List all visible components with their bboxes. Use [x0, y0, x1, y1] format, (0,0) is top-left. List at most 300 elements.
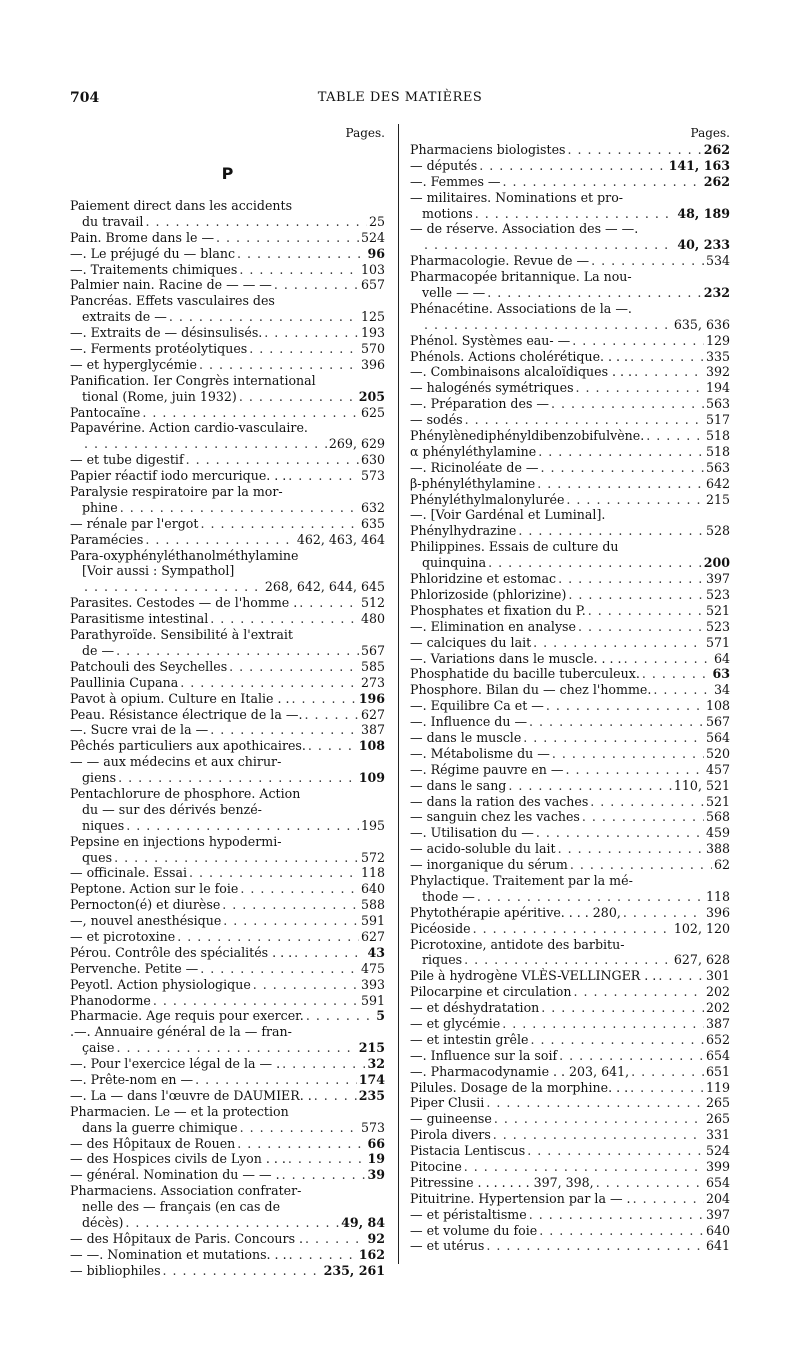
entry-text: Paralysie respiratoire par la mor- — [70, 484, 283, 500]
page-header — [70, 90, 730, 110]
entry-text: β-phényléthylamine — [410, 475, 536, 491]
index-entry — [410, 1143, 730, 1159]
index-entry — [70, 834, 385, 850]
page-ref: 517 — [705, 412, 730, 428]
entry-text: Picrotoxine, antidote des barbitu- — [410, 936, 625, 952]
leader-dots — [523, 730, 704, 746]
leader-dots — [591, 253, 704, 269]
page-ref: 528 — [705, 523, 730, 539]
entry-text: Piper Clusii — [410, 1095, 485, 1111]
leader-dots — [623, 905, 704, 921]
running-title: TABLE DES MATIÈRES — [317, 90, 483, 105]
index-entry — [70, 325, 385, 341]
leader-dots — [486, 1095, 704, 1111]
page-ref: 480 — [360, 611, 385, 627]
page-ref: 108 — [358, 738, 385, 754]
index-column-right — [410, 124, 730, 1254]
index-entry — [70, 659, 385, 675]
index-entry — [70, 420, 385, 436]
entry-text: Phénol. Systèmes eau- — — [410, 332, 571, 348]
page-ref: 591 — [360, 992, 385, 1008]
index-entry — [70, 1120, 385, 1136]
entry-text: Pharmacopée britannique. La nou- — [410, 269, 632, 285]
index-entry — [410, 285, 730, 301]
page-ref: 392 — [705, 364, 730, 380]
leader-dots — [314, 1088, 357, 1104]
page-ref: 640 — [360, 881, 385, 897]
index-entry — [70, 754, 385, 770]
leader-dots — [658, 968, 704, 984]
index-entry — [70, 1056, 385, 1072]
leader-dots — [518, 523, 704, 539]
index-entry — [70, 897, 385, 913]
index-entry — [70, 1151, 385, 1167]
page-ref: 567 — [705, 714, 730, 730]
entry-text: Peptone. Action sur le foie — [70, 881, 239, 897]
page-ref: 657 — [360, 277, 385, 293]
index-entry — [70, 309, 385, 325]
entry-text: Philippines. Essais de culture du — [410, 539, 619, 555]
index-entry — [410, 762, 730, 778]
page-ref: 5 — [376, 1008, 385, 1024]
index-entry — [70, 818, 385, 834]
leader-dots — [552, 746, 704, 762]
leader-dots — [537, 476, 704, 492]
page-ref: 563 — [705, 396, 730, 412]
page-ref: 66 — [367, 1135, 385, 1151]
entry-text: —. Utilisation du — — [410, 825, 534, 841]
leader-dots — [479, 158, 666, 174]
page-ref: 524 — [360, 229, 385, 245]
page-ref: 641 — [705, 1238, 730, 1254]
page-ref: 573 — [360, 468, 385, 484]
entry-text: Pitocine — [410, 1159, 462, 1174]
leader-dots — [305, 1231, 365, 1247]
index-entry — [70, 262, 385, 278]
entry-text: Pantocaïne — [70, 404, 141, 420]
leader-dots — [464, 1159, 704, 1175]
index-entry — [70, 230, 385, 246]
page-ref: 572 — [360, 849, 385, 865]
page-ref: 174 — [358, 1071, 385, 1087]
page-ref: 520 — [705, 745, 730, 761]
index-entry — [410, 1111, 730, 1127]
page-ref: 204 — [705, 1190, 730, 1206]
index-entry — [410, 682, 730, 698]
index-entry — [70, 993, 385, 1009]
index-entry — [410, 1175, 730, 1191]
index-entry — [410, 873, 730, 889]
leader-dots — [464, 952, 672, 968]
index-entry — [410, 412, 730, 428]
index-entry — [70, 881, 385, 897]
entry-text: çaise — [82, 1040, 115, 1056]
column-divider — [398, 124, 399, 1264]
entry-text: Palmier nain. Racine de — — — — [70, 277, 272, 293]
entry-text: Pancréas. Effets vasculaires des — [70, 293, 275, 309]
entry-text: —. Influence du — — [410, 714, 528, 730]
entry-text: Pile à hydrogène VLÈS-VELLINGER . . — [410, 968, 657, 984]
entry-text: Papavérine. Action cardio-vasculaire. — [70, 420, 308, 436]
entry-text: de — — [82, 642, 115, 658]
entry-text: Phosphore. Bilan du — chez l'homme. — [410, 682, 652, 698]
index-entry — [70, 945, 385, 961]
page-ref: 141, 163 — [668, 157, 730, 173]
entry-text: Phényléthylmalonylurée — [410, 491, 565, 507]
index-entry — [70, 357, 385, 373]
index-entry — [70, 802, 385, 818]
page-ref: 92 — [367, 1230, 385, 1246]
entry-text: —. [Voir Gardénal et Luminal]. — [410, 507, 606, 523]
entry-text: — guineense — [410, 1111, 492, 1127]
index-entry — [70, 214, 385, 230]
page-ref: 273 — [360, 674, 385, 690]
index-entry — [410, 746, 730, 762]
index-entry — [70, 865, 385, 881]
leader-dots — [473, 921, 672, 937]
entry-text: —. Préparation des — — [410, 396, 550, 412]
entry-text: dans la guerre chimique — [82, 1119, 238, 1135]
entry-text: Parathyroïde. Sensibilité à l'extrait — [70, 627, 293, 643]
index-entry — [70, 770, 385, 786]
leader-dots — [189, 865, 359, 881]
index-entry — [70, 1247, 385, 1263]
page-ref: 129 — [705, 332, 730, 348]
index-entry — [70, 341, 385, 357]
page-ref: 573 — [360, 1119, 385, 1135]
leader-dots — [84, 579, 263, 595]
entry-text: velle — — — [422, 285, 486, 301]
index-entry — [70, 293, 385, 309]
index-entry — [70, 1072, 385, 1088]
index-entry — [70, 500, 385, 516]
entry-text: —. Femmes — — [410, 173, 501, 189]
page-ref: 215 — [358, 1040, 385, 1056]
leader-dots — [646, 428, 704, 444]
page-ref: 570 — [360, 341, 385, 357]
leader-dots — [477, 889, 704, 905]
entry-text: décès) — [82, 1215, 124, 1230]
page-ref: 652 — [705, 1031, 730, 1047]
leader-dots — [566, 492, 704, 508]
leader-dots — [145, 214, 367, 230]
index-entry — [70, 246, 385, 262]
leader-dots — [633, 1191, 704, 1207]
page-ref: 630 — [360, 452, 385, 468]
index-entry — [410, 1127, 730, 1143]
page-ref: 269, 629 — [328, 436, 385, 452]
entry-text: — acido-soluble du lait — [410, 841, 556, 857]
entry-text: — députés — [410, 157, 478, 173]
entry-text: — et péristaltisme — [410, 1206, 527, 1222]
index-entry — [410, 1000, 730, 1016]
leader-dots — [291, 691, 356, 707]
index-entry — [410, 778, 730, 794]
index-entry — [410, 571, 730, 587]
entry-text: — rénale par l'ergot — [70, 515, 199, 531]
page-ref: 19 — [367, 1151, 385, 1167]
page-number: 704 — [70, 90, 100, 106]
entry-text: —. Variations dans le muscle. . . . — [410, 650, 622, 666]
leader-dots — [630, 349, 704, 365]
page-ref: 523 — [705, 586, 730, 602]
leader-dots — [299, 595, 359, 611]
index-entry — [70, 977, 385, 993]
index-entry — [70, 405, 385, 421]
entry-text: Peau. Résistance électrique de la —. — [70, 706, 303, 722]
entry-text: — — aux médecins et aux chirur- — [70, 754, 282, 770]
entry-text: Phosphatide du bacille tuberculeux. — [410, 666, 640, 682]
leader-dots — [288, 468, 359, 484]
page-ref: 396 — [360, 356, 385, 372]
leader-dots — [180, 675, 359, 691]
index-entry — [70, 452, 385, 468]
leader-dots — [240, 881, 359, 897]
leader-dots — [210, 611, 359, 627]
leader-dots — [546, 698, 704, 714]
index-entry — [70, 1136, 385, 1152]
leader-dots — [145, 532, 295, 548]
page-ref: 262 — [703, 173, 730, 189]
page-ref: 625 — [360, 404, 385, 420]
index-entry — [410, 492, 730, 508]
leader-dots — [237, 1136, 365, 1152]
page-ref: 393 — [360, 976, 385, 992]
entry-text: — sodés — [410, 412, 463, 428]
page-ref: 585 — [360, 658, 385, 674]
index-entry — [70, 595, 385, 611]
page-ref: 196 — [358, 690, 385, 706]
entry-text: Pharmaciens. Association confrater- — [70, 1183, 302, 1199]
leader-dots — [142, 405, 359, 421]
entry-text: extraits de — — [82, 309, 167, 325]
leader-dots — [253, 977, 359, 993]
entry-text: —. Influence sur la soif — [410, 1047, 558, 1063]
index-column-left — [70, 124, 385, 1279]
page-ref: 640 — [705, 1222, 730, 1238]
entry-text: —. Sucre vrai de la — — [70, 722, 209, 738]
entry-text: —. Traitements chimiques — [70, 261, 238, 277]
leader-dots — [153, 993, 359, 1009]
leader-dots — [288, 1151, 366, 1167]
leader-dots — [229, 659, 359, 675]
page-ref: 301 — [705, 968, 730, 984]
index-entry — [70, 516, 385, 532]
index-entry — [410, 968, 730, 984]
entry-text: phine — [82, 499, 118, 515]
page-ref: 40, 233 — [677, 237, 730, 253]
index-entry — [70, 1040, 385, 1056]
index-entry — [410, 809, 730, 825]
index-entry — [70, 484, 385, 500]
index-entry — [410, 1016, 730, 1032]
index-entry — [410, 1095, 730, 1111]
leader-dots — [487, 285, 701, 301]
page-ref: 119 — [705, 1079, 730, 1095]
entry-text: riques — [422, 952, 463, 968]
entry-text: Pain. Brome dans le — — [70, 229, 215, 245]
entry-text: Paramécies — [70, 531, 144, 547]
leader-dots — [125, 1215, 339, 1231]
leader-dots — [596, 1175, 704, 1191]
entry-text: Pernocton(é) et diurèse — [70, 897, 221, 913]
page-ref: 48, 189 — [677, 205, 730, 221]
entry-text: —. Elimination en analyse — [410, 618, 576, 634]
index-entry — [410, 952, 730, 968]
leader-dots — [424, 237, 675, 253]
index-entry — [410, 301, 730, 317]
entry-text: Para-oxyphényléthanolméthylamine — [70, 547, 299, 563]
entry-text: — bibliophiles — [70, 1262, 161, 1278]
page-ref: 524 — [705, 1143, 730, 1159]
index-entry — [70, 786, 385, 802]
index-entry — [410, 206, 730, 222]
index-entry — [410, 1048, 730, 1064]
leader-dots — [223, 913, 359, 929]
page-ref: 457 — [705, 761, 730, 777]
entry-text: niques — [82, 817, 125, 833]
leader-dots — [494, 1111, 704, 1127]
index-entry — [70, 1008, 385, 1024]
pages-label: Pages. — [690, 126, 730, 140]
leader-dots — [503, 174, 702, 190]
index-entry — [70, 1088, 385, 1104]
index-entry — [410, 317, 730, 333]
index-entry — [70, 691, 385, 707]
page-ref: 64 — [713, 650, 730, 666]
page-ref: 518 — [705, 428, 730, 444]
index-entry — [410, 1032, 730, 1048]
entry-text: quinquina — [422, 555, 487, 571]
index-entry — [70, 675, 385, 691]
leader-dots — [195, 1072, 357, 1088]
leader-dots — [249, 341, 359, 357]
leader-dots — [237, 246, 365, 262]
page-ref: 25 — [368, 213, 385, 229]
leader-dots — [559, 1048, 704, 1064]
page-ref: 235, 261 — [323, 1262, 385, 1278]
index-entry — [410, 221, 730, 237]
page-ref: 62 — [713, 857, 730, 873]
leader-dots — [630, 1080, 704, 1096]
index-entry — [410, 825, 730, 841]
leader-dots — [216, 230, 359, 246]
index-entry — [410, 476, 730, 492]
page-ref: 523 — [705, 618, 730, 634]
index-entry — [410, 428, 730, 444]
page-ref: 388 — [705, 841, 730, 857]
page-ref: 110, 521 — [673, 777, 730, 793]
entry-text: Papier réactif iodo mercurique. . . — [70, 468, 287, 484]
index-entry — [410, 333, 730, 349]
index-entry — [410, 857, 730, 873]
entry-text: — et déshydratation — [410, 1000, 540, 1016]
entry-text: — inorganique du sérum — [410, 857, 568, 873]
page-ref: 331 — [705, 1127, 730, 1143]
entry-text: Pervenche. Petite — — [70, 960, 199, 976]
entry-text: — et tube digestif — [70, 452, 184, 468]
leader-dots — [200, 516, 359, 532]
index-entry — [70, 1104, 385, 1120]
index-entry — [410, 396, 730, 412]
leader-dots — [572, 333, 704, 349]
page-ref: 567 — [360, 642, 385, 658]
page-ref: 627 — [360, 706, 385, 722]
page-ref: 262 — [703, 142, 730, 157]
entry-text: Pituitrine. Hypertension par la — . — [410, 1190, 631, 1206]
index-entry — [70, 707, 385, 723]
index-entry — [70, 579, 385, 595]
index-entry — [410, 174, 730, 190]
page-ref: 632 — [360, 499, 385, 515]
page-ref: 518 — [705, 443, 730, 459]
index-entry — [410, 730, 730, 746]
leader-dots — [126, 818, 359, 834]
entry-text: Phanodorme — [70, 992, 151, 1008]
entry-text: Phytothérapie apéritive. . . . 280, — [410, 904, 621, 920]
page-ref: 654 — [705, 1174, 730, 1190]
index-entry — [410, 635, 730, 651]
leader-dots — [239, 262, 359, 278]
page-ref: 202 — [705, 1000, 730, 1016]
page-ref: 195 — [360, 817, 385, 833]
index-entry — [410, 889, 730, 905]
leader-dots — [274, 277, 359, 293]
index-entry — [70, 611, 385, 627]
entry-text: — et intestin grêle — [410, 1031, 529, 1047]
index-entry — [70, 436, 385, 452]
leader-dots — [634, 364, 704, 380]
page-ref: 642 — [705, 475, 730, 491]
leader-dots — [294, 945, 365, 961]
entry-text: —. Ferments protéolytiques — [70, 341, 248, 357]
leader-dots — [530, 1032, 704, 1048]
entry-text: Phénols. Actions cholérétique. . . . — [410, 348, 629, 364]
index-entry — [410, 380, 730, 396]
index-entry — [70, 563, 385, 579]
entry-text: —. La — dans l'œuvre de DAUMIER. . — [70, 1087, 312, 1103]
page-ref: 635, 636 — [673, 316, 730, 332]
index-entry — [70, 1231, 385, 1247]
page-ref: 387 — [705, 1015, 730, 1031]
page-ref: 205 — [358, 388, 385, 404]
entry-text: Phénacétine. Associations de la —. — [410, 300, 632, 316]
leader-dots — [576, 380, 704, 396]
page-ref: 202 — [705, 984, 730, 1000]
index-entry — [70, 738, 385, 754]
index-entry — [410, 921, 730, 937]
entry-text: —, nouvel anesthésique — [70, 913, 222, 929]
index-entry — [410, 603, 730, 619]
leader-dots — [424, 317, 672, 333]
entry-text: —. Métabolisme du — — [410, 745, 550, 761]
entry-text: —. Ricinoléate de — — [410, 459, 539, 475]
index-entry — [410, 1238, 730, 1254]
entry-text: ques — [82, 849, 113, 865]
entry-text: —. Extraits de — désinsulisés. — [70, 325, 263, 341]
entry-text: [Voir aussi : Sympathol] — [82, 563, 235, 579]
entry-text: Panification. Ier Congrès international — [70, 372, 316, 388]
leader-dots — [177, 929, 359, 945]
index-entry — [70, 722, 385, 738]
entry-text: Pavot à opium. Culture en Italie . . — [70, 690, 290, 706]
leader-dots — [502, 1016, 704, 1032]
entry-text: Phloridzine et estomac — [410, 571, 557, 587]
entry-text: — des Hôpitaux de Rouen — [70, 1135, 236, 1151]
page-ref: 654 — [705, 1047, 730, 1063]
page-ref: 563 — [705, 459, 730, 475]
entry-text: Paiement direct dans les accidents — [70, 198, 293, 213]
